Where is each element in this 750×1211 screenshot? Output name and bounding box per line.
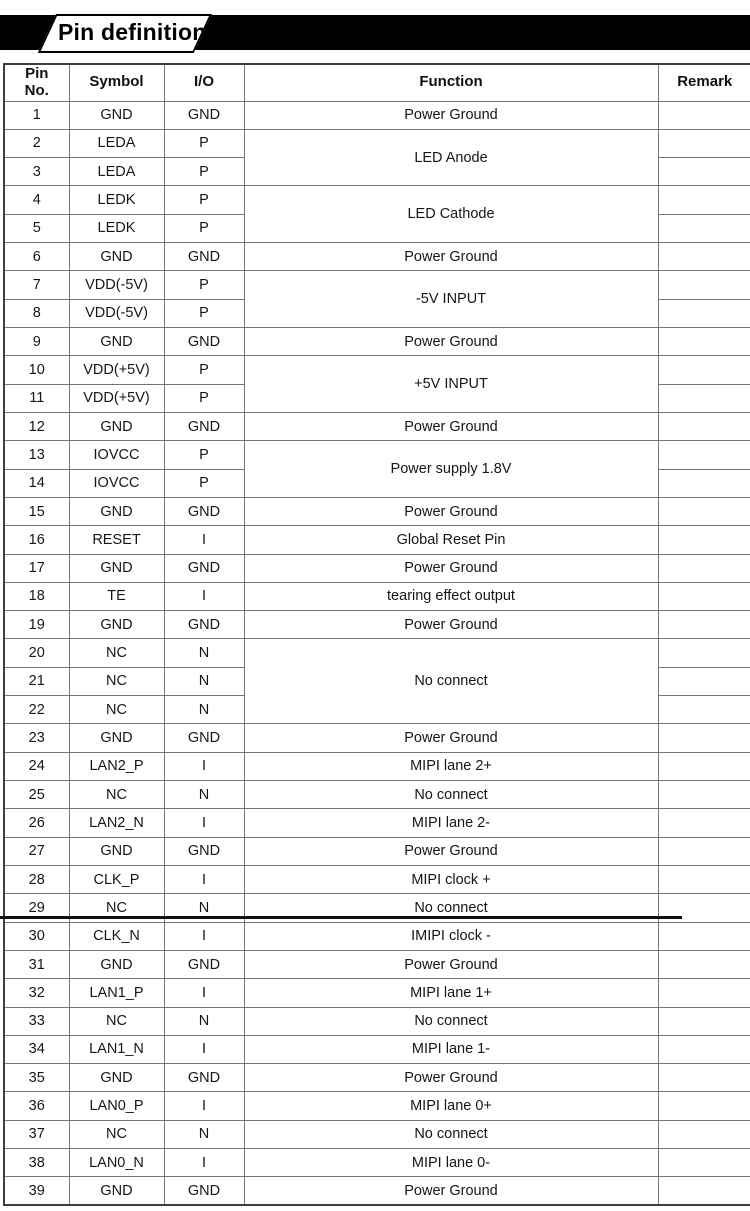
pin-cell: 22 <box>4 696 69 724</box>
io-cell: N <box>164 696 244 724</box>
remark-cell <box>658 781 750 809</box>
pin-cell: 34 <box>4 1035 69 1063</box>
pin-cell: 28 <box>4 865 69 893</box>
remark-cell <box>658 1092 750 1120</box>
remark-cell <box>658 271 750 299</box>
io-cell: P <box>164 186 244 214</box>
header-symbol: Symbol <box>69 64 164 101</box>
table-row <box>4 837 750 865</box>
io-cell: P <box>164 299 244 327</box>
header-pin-line1: Pin <box>25 64 49 82</box>
remark-cell <box>658 186 750 214</box>
header-row <box>4 64 750 101</box>
function-cell: Power Ground <box>244 837 658 865</box>
function-cell: MIPI lane 1+ <box>244 979 658 1007</box>
table-row <box>4 781 750 809</box>
pin-cell: 13 <box>4 441 69 469</box>
io-cell: P <box>164 129 244 157</box>
io-cell: GND <box>164 950 244 978</box>
symbol-cell: VDD(-5V) <box>69 271 164 299</box>
io-cell: GND <box>164 611 244 639</box>
pin-cell: 33 <box>4 1007 69 1035</box>
function-cell: Global Reset Pin <box>244 526 658 554</box>
function-cell: MIPI lane 1- <box>244 1035 658 1063</box>
table-row <box>4 243 750 271</box>
remark-cell <box>658 497 750 525</box>
function-cell: No connect <box>244 1120 658 1148</box>
table-row <box>4 639 750 667</box>
function-cell: MIPI lane 2- <box>244 809 658 837</box>
table-row <box>4 865 750 893</box>
io-cell: P <box>164 356 244 384</box>
pin-cell: 7 <box>4 271 69 299</box>
symbol-cell: CLK_N <box>69 922 164 950</box>
table-row <box>4 950 750 978</box>
io-cell: GND <box>164 1064 244 1092</box>
io-cell: I <box>164 865 244 893</box>
function-cell: No connect <box>244 639 658 724</box>
pin-cell: 2 <box>4 129 69 157</box>
symbol-cell: LAN2_P <box>69 752 164 780</box>
pin-cell: 39 <box>4 1177 69 1205</box>
symbol-cell: GND <box>69 611 164 639</box>
remark-cell <box>658 299 750 327</box>
thick-divider-line <box>0 916 682 919</box>
symbol-cell: NC <box>69 696 164 724</box>
io-cell: GND <box>164 497 244 525</box>
function-cell: MIPI clock + <box>244 865 658 893</box>
io-cell: P <box>164 469 244 497</box>
io-cell: I <box>164 922 244 950</box>
symbol-cell: LEDA <box>69 129 164 157</box>
remark-cell <box>658 611 750 639</box>
io-cell: GND <box>164 554 244 582</box>
io-cell: P <box>164 384 244 412</box>
io-cell: P <box>164 214 244 242</box>
symbol-cell: GND <box>69 1177 164 1205</box>
pin-cell: 4 <box>4 186 69 214</box>
pin-cell: 35 <box>4 1064 69 1092</box>
pin-cell: 5 <box>4 214 69 242</box>
pin-cell: 20 <box>4 639 69 667</box>
symbol-cell: LAN2_N <box>69 809 164 837</box>
io-cell: GND <box>164 412 244 440</box>
table-row <box>4 271 750 299</box>
pin-cell: 31 <box>4 950 69 978</box>
symbol-cell: GND <box>69 1064 164 1092</box>
symbol-cell: CLK_P <box>69 865 164 893</box>
remark-cell <box>658 922 750 950</box>
remark-cell <box>658 214 750 242</box>
remark-cell <box>658 696 750 724</box>
io-cell: GND <box>164 837 244 865</box>
remark-cell <box>658 158 750 186</box>
symbol-cell: LEDA <box>69 158 164 186</box>
table-row <box>4 186 750 214</box>
function-cell: Power supply 1.8V <box>244 441 658 498</box>
symbol-cell: GND <box>69 101 164 129</box>
header-function: Function <box>244 64 658 101</box>
io-cell: N <box>164 1120 244 1148</box>
pin-cell: 14 <box>4 469 69 497</box>
io-cell: I <box>164 526 244 554</box>
pin-definition-table <box>3 63 750 1206</box>
table-row <box>4 724 750 752</box>
function-cell: -5V INPUT <box>244 271 658 328</box>
function-cell: LED Cathode <box>244 186 658 243</box>
function-cell: tearing effect output <box>244 582 658 610</box>
remark-cell <box>658 101 750 129</box>
symbol-cell: LEDK <box>69 186 164 214</box>
symbol-cell: GND <box>69 328 164 356</box>
symbol-cell: GND <box>69 412 164 440</box>
io-cell: GND <box>164 724 244 752</box>
io-cell: N <box>164 667 244 695</box>
remark-cell <box>658 1035 750 1063</box>
pin-table-body <box>4 101 750 1205</box>
remark-cell <box>658 752 750 780</box>
symbol-cell: NC <box>69 639 164 667</box>
table-row <box>4 129 750 157</box>
symbol-cell: NC <box>69 1120 164 1148</box>
io-cell: N <box>164 639 244 667</box>
pin-cell: 6 <box>4 243 69 271</box>
pin-cell: 18 <box>4 582 69 610</box>
symbol-cell: GND <box>69 837 164 865</box>
function-cell: No connect <box>244 894 658 922</box>
function-cell: Power Ground <box>244 950 658 978</box>
io-cell: GND <box>164 101 244 129</box>
io-cell: I <box>164 809 244 837</box>
pin-cell: 29 <box>4 894 69 922</box>
table-row <box>4 1092 750 1120</box>
table-row <box>4 809 750 837</box>
remark-cell <box>658 1120 750 1148</box>
remark-cell <box>658 441 750 469</box>
io-cell: I <box>164 979 244 1007</box>
pin-cell: 25 <box>4 781 69 809</box>
remark-cell <box>658 356 750 384</box>
io-cell: I <box>164 582 244 610</box>
symbol-cell: NC <box>69 1007 164 1035</box>
symbol-cell: VDD(+5V) <box>69 356 164 384</box>
table-row <box>4 922 750 950</box>
remark-cell <box>658 412 750 440</box>
pin-cell: 3 <box>4 158 69 186</box>
symbol-cell: GND <box>69 497 164 525</box>
header-io: I/O <box>164 64 244 101</box>
io-cell: N <box>164 781 244 809</box>
table-row <box>4 582 750 610</box>
function-cell: Power Ground <box>244 611 658 639</box>
symbol-cell: RESET <box>69 526 164 554</box>
remark-cell <box>658 1007 750 1035</box>
remark-cell <box>658 1177 750 1205</box>
remark-cell <box>658 639 750 667</box>
function-cell: IMIPI clock - <box>244 922 658 950</box>
header-pin-no <box>4 64 69 101</box>
function-cell: Power Ground <box>244 243 658 271</box>
function-cell: Power Ground <box>244 101 658 129</box>
function-cell: Power Ground <box>244 1177 658 1205</box>
pin-cell: 15 <box>4 497 69 525</box>
pin-cell: 9 <box>4 328 69 356</box>
remark-cell <box>658 837 750 865</box>
remark-cell <box>658 865 750 893</box>
remark-cell <box>658 129 750 157</box>
remark-cell <box>658 950 750 978</box>
remark-cell <box>658 243 750 271</box>
symbol-cell: LAN0_P <box>69 1092 164 1120</box>
symbol-cell: GND <box>69 724 164 752</box>
symbol-cell: TE <box>69 582 164 610</box>
symbol-cell: LAN0_N <box>69 1149 164 1177</box>
symbol-cell: GND <box>69 950 164 978</box>
function-cell: +5V INPUT <box>244 356 658 413</box>
table-header <box>4 64 750 101</box>
io-cell: GND <box>164 1177 244 1205</box>
io-cell: I <box>164 752 244 780</box>
pin-cell: 36 <box>4 1092 69 1120</box>
remark-cell <box>658 582 750 610</box>
remark-cell <box>658 667 750 695</box>
symbol-cell: NC <box>69 894 164 922</box>
pin-cell: 19 <box>4 611 69 639</box>
remark-cell <box>658 724 750 752</box>
table-row <box>4 497 750 525</box>
table-row <box>4 328 750 356</box>
io-cell: P <box>164 158 244 186</box>
symbol-cell: VDD(+5V) <box>69 384 164 412</box>
table-row <box>4 752 750 780</box>
header-remark: Remark <box>658 64 750 101</box>
function-cell: Power Ground <box>244 724 658 752</box>
table-row <box>4 441 750 469</box>
function-cell: MIPI lane 0+ <box>244 1092 658 1120</box>
function-cell: Power Ground <box>244 554 658 582</box>
symbol-cell: LAN1_N <box>69 1035 164 1063</box>
function-cell: MIPI lane 2+ <box>244 752 658 780</box>
symbol-cell: IOVCC <box>69 469 164 497</box>
symbol-cell: IOVCC <box>69 441 164 469</box>
table-row <box>4 554 750 582</box>
symbol-cell: GND <box>69 554 164 582</box>
table-row <box>4 1177 750 1205</box>
symbol-cell: NC <box>69 667 164 695</box>
symbol-cell: VDD(-5V) <box>69 299 164 327</box>
pin-cell: 16 <box>4 526 69 554</box>
remark-cell <box>658 554 750 582</box>
remark-cell <box>658 526 750 554</box>
table-row <box>4 1035 750 1063</box>
table-row <box>4 979 750 1007</box>
io-cell: GND <box>164 243 244 271</box>
io-cell: P <box>164 271 244 299</box>
symbol-cell: LAN1_P <box>69 979 164 1007</box>
io-cell: I <box>164 1149 244 1177</box>
table-row <box>4 1064 750 1092</box>
remark-cell <box>658 1149 750 1177</box>
symbol-cell: GND <box>69 243 164 271</box>
table-row <box>4 1120 750 1148</box>
pin-cell: 23 <box>4 724 69 752</box>
header-pin-line2: No. <box>24 81 49 99</box>
io-cell: N <box>164 1007 244 1035</box>
function-cell: Power Ground <box>244 328 658 356</box>
pin-cell: 32 <box>4 979 69 1007</box>
remark-cell <box>658 469 750 497</box>
pin-cell: 26 <box>4 809 69 837</box>
pin-cell: 12 <box>4 412 69 440</box>
table-row <box>4 1149 750 1177</box>
pin-cell: 24 <box>4 752 69 780</box>
remark-cell <box>658 809 750 837</box>
table-row <box>4 526 750 554</box>
table-row <box>4 356 750 384</box>
io-cell: I <box>164 1035 244 1063</box>
pin-cell: 11 <box>4 384 69 412</box>
remark-cell <box>658 328 750 356</box>
function-cell: Power Ground <box>244 412 658 440</box>
table-row <box>4 412 750 440</box>
remark-cell <box>658 384 750 412</box>
pin-cell: 8 <box>4 299 69 327</box>
pin-cell: 21 <box>4 667 69 695</box>
pin-cell: 10 <box>4 356 69 384</box>
io-cell: I <box>164 1092 244 1120</box>
pin-cell: 38 <box>4 1149 69 1177</box>
function-cell: MIPI lane 0- <box>244 1149 658 1177</box>
io-cell: N <box>164 894 244 922</box>
function-cell: No connect <box>244 1007 658 1035</box>
pin-cell: 27 <box>4 837 69 865</box>
table-row <box>4 1007 750 1035</box>
section-title: Pin definition <box>58 19 207 45</box>
io-cell: P <box>164 441 244 469</box>
pin-cell: 1 <box>4 101 69 129</box>
pin-cell: 17 <box>4 554 69 582</box>
function-cell: Power Ground <box>244 497 658 525</box>
table-row <box>4 611 750 639</box>
remark-cell <box>658 979 750 1007</box>
remark-cell <box>658 1064 750 1092</box>
pin-cell: 37 <box>4 1120 69 1148</box>
function-cell: No connect <box>244 781 658 809</box>
pin-cell: 30 <box>4 922 69 950</box>
function-cell: LED Anode <box>244 129 658 186</box>
io-cell: GND <box>164 328 244 356</box>
table-row <box>4 101 750 129</box>
function-cell: Power Ground <box>244 1064 658 1092</box>
symbol-cell: NC <box>69 781 164 809</box>
symbol-cell: LEDK <box>69 214 164 242</box>
